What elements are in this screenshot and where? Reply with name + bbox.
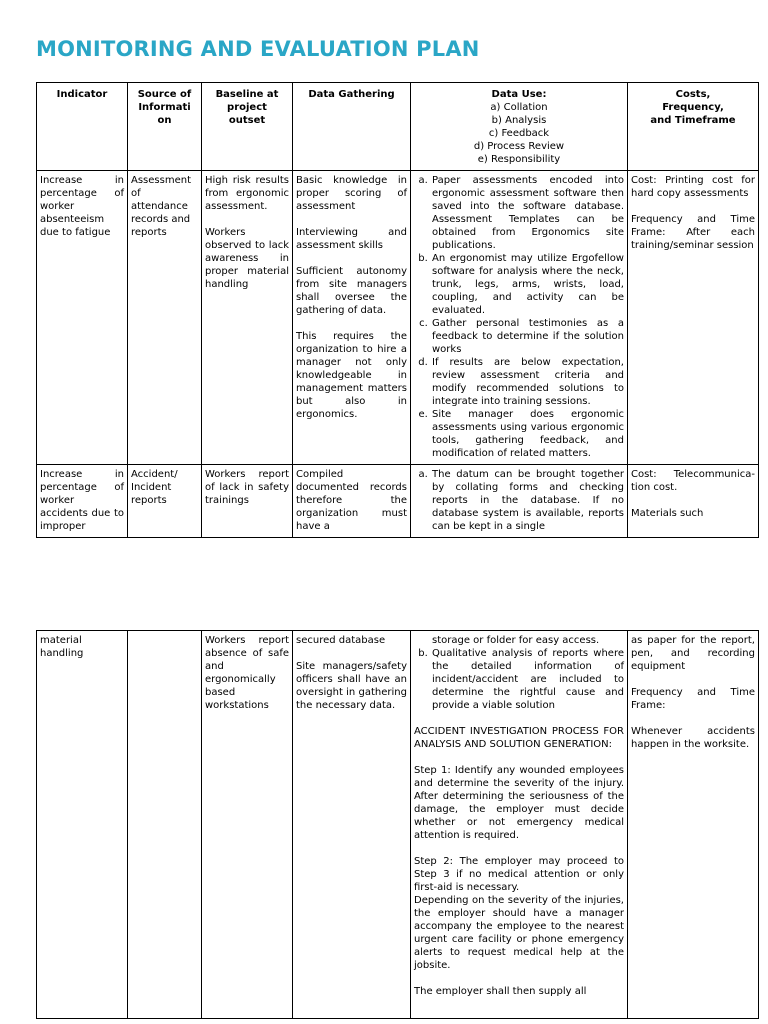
data-use-item: d. If results are below expectation, review assessment criteria and modify recommended solutions to integrate into training sessions. — [431, 356, 624, 408]
investigation-step: Step 2: The employer may proceed to Step 3 if no medical attention or only first-aid is necessary. — [414, 856, 624, 893]
cell-text: Workers report of lack in safety trainings — [205, 469, 289, 506]
header-datause-line: Data Use: — [491, 89, 547, 100]
baseline-paragraph: High risk results from ergonomic assessment. — [205, 175, 289, 212]
cell-data-gathering — [293, 631, 411, 1019]
gathering-paragraph: Site managers/safety officers shall have an oversight in gathering the necessary data. — [296, 661, 407, 711]
cell-data-use — [411, 465, 628, 538]
paragraph-gap — [296, 213, 407, 226]
cell-costs — [628, 465, 759, 538]
data-use-list — [414, 647, 624, 712]
header-baseline-line: outset — [228, 115, 266, 126]
costs-paragraph: Materials such — [631, 508, 704, 519]
paragraph-gap — [414, 842, 624, 855]
header-source-line: Source of — [137, 89, 192, 100]
cell-data-gathering — [293, 171, 411, 465]
cell-baseline — [202, 171, 293, 465]
header-source-line: on — [157, 115, 172, 126]
costs-paragraph: Frequency and Time Frame: — [631, 687, 755, 711]
cell-data-use — [411, 631, 628, 1019]
cell-text — [131, 634, 198, 1014]
gathering-paragraph: This requires the organization to hire a manager not only knowledgeable in management matters but also in ergonomics. — [296, 331, 407, 420]
table-row — [37, 171, 759, 465]
investigation-step: The employer shall then supply all — [414, 986, 587, 997]
paragraph-gap — [414, 712, 624, 725]
cell-clip — [414, 634, 624, 1014]
cell-text: Accident/ Incident reports — [131, 469, 178, 506]
cell-data-use — [411, 171, 628, 465]
paragraph-gap — [414, 972, 624, 985]
plan-table-page-2 — [36, 630, 759, 1019]
header-costs-line: and Timeframe — [650, 115, 736, 126]
costs-paragraph: Cost: Telecommunica-tion cost. — [631, 469, 755, 493]
paragraph-gap — [414, 751, 624, 764]
header-baseline-line: project — [227, 102, 267, 113]
header-datause-line: a) Collation — [490, 102, 548, 113]
cell-indicator — [37, 465, 128, 538]
paragraph-gap — [631, 494, 755, 507]
paragraph-gap — [631, 712, 755, 725]
cell-costs — [628, 171, 759, 465]
cell-source — [128, 631, 202, 1019]
cell-costs — [628, 631, 759, 1019]
header-datause-line: e) Responsibility — [477, 154, 561, 165]
header-costs — [628, 83, 759, 171]
page-title: MONITORING AND EVALUATION PLAN — [36, 37, 480, 61]
costs-paragraph: Frequency and Time Frame: After each training/seminar session — [631, 214, 755, 251]
header-indicator-text: Indicator — [56, 89, 108, 100]
cell-source — [128, 465, 202, 538]
data-use-item: e. Site manager does ergonomic assessments using various ergonomic tools, gathering feedback, and modification of related matters. — [431, 408, 624, 460]
paragraph-gap — [631, 200, 755, 213]
data-use-item: b. An ergonomist may utilize Ergofellow software for analysis where the neck, trunk, legs, arms, wrists, load, coupling, and activity can be evaluated. — [431, 252, 624, 317]
cell-source: Assessment of attendance records and reports — [128, 171, 202, 465]
header-source — [128, 83, 202, 171]
data-use-list — [414, 468, 624, 533]
baseline-paragraph: Workers observed to lack awareness in proper material handling — [205, 227, 289, 290]
cell-indicator: Increase in percentage of worker absenteeism due to fatigue — [37, 171, 128, 465]
gathering-paragraph: secured database — [296, 635, 386, 646]
costs-paragraph: Cost: Printing cost for hard copy assessments — [631, 175, 755, 199]
header-source-line: Informati — [138, 102, 191, 113]
plan-table-page-1 — [36, 82, 759, 538]
header-row — [37, 83, 759, 171]
gathering-paragraph: Sufficient autonomy from site managers shall oversee the gathering of data. — [296, 266, 407, 316]
costs-paragraph: Whenever accidents happen in the worksite. — [631, 726, 755, 750]
gathering-paragraph: Basic knowledge in proper scoring of assessment — [296, 175, 407, 212]
header-baseline — [202, 83, 293, 171]
header-gathering-text: Data Gathering — [308, 89, 395, 100]
costs-paragraph: as paper for the report, pen, and recording equipment — [631, 635, 755, 672]
cell-data-gathering — [293, 465, 411, 538]
investigation-heading: ACCIDENT INVESTIGATION PROCESS FOR ANALYSIS AND SOLUTION GENERATION: — [414, 726, 624, 750]
header-indicator — [37, 83, 128, 171]
table-row — [37, 465, 759, 538]
data-use-item: b. Qualitative analysis of reports where the detailed information of incident/accident are included to determine the rightful cause and provide a viable solution — [431, 647, 624, 712]
header-baseline-line: Baseline at — [215, 89, 279, 100]
cell-baseline — [202, 631, 293, 1019]
paragraph-gap — [296, 317, 407, 330]
cell-clip — [631, 634, 755, 1014]
cell-text: Increase in percentage of worker accidents due to improper — [40, 469, 124, 532]
header-datause-line: c) Feedback — [488, 128, 550, 139]
header-costs-line: Frequency, — [662, 102, 724, 113]
cell-clip — [414, 468, 624, 533]
gathering-paragraph: Interviewing and assessment skills — [296, 227, 407, 251]
header-data-use — [411, 83, 628, 171]
paragraph-gap — [296, 252, 407, 265]
data-use-item: a. Paper assessments encoded into ergonomic assessment software then saved into the software database. Assessment Templates can be obtained from Ergonomics site publications. — [431, 174, 624, 252]
paragraph-gap — [296, 647, 407, 660]
cell-clip — [631, 468, 755, 533]
investigation-step: Step 1: Identify any wounded employees and determine the severity of the injury. After determining the seriousness of the damage, the employer must decide whether or not emergency medical attention is required. — [414, 765, 624, 841]
header-costs-line: Costs, — [675, 89, 711, 100]
investigation-step: Depending on the severity of the injuries, the employer should have a manager accompany the employee to the nearest urgent care facility or phone emergency alerts to request medical help at the jobsite. — [414, 895, 624, 971]
data-use-list — [414, 174, 624, 460]
cell-text: Compiled documented records therefore the organization must have a — [296, 469, 407, 532]
table-row — [37, 631, 759, 1019]
header-data-gathering — [293, 83, 411, 171]
cell-text: Workers report absence of safe and ergonomically based workstations — [205, 635, 289, 711]
cell-baseline — [202, 465, 293, 538]
paragraph-gap — [205, 213, 289, 226]
cell-clip — [296, 634, 407, 1014]
paragraph-gap — [631, 673, 755, 686]
data-use-item: c. Gather personal testimonies as a feedback to determine if the solution works — [431, 317, 624, 356]
cell-text: material handling — [40, 635, 84, 659]
cell-indicator — [37, 631, 128, 1019]
header-datause-line: b) Analysis — [491, 115, 547, 126]
header-datause-line: d) Process Review — [473, 141, 565, 152]
data-use-continuation: storage or folder for easy access. — [432, 635, 600, 646]
data-use-item: a. The datum can be brought together by collating forms and checking reports in the database. If no database system is available, reports can be kept in a single — [431, 468, 624, 533]
